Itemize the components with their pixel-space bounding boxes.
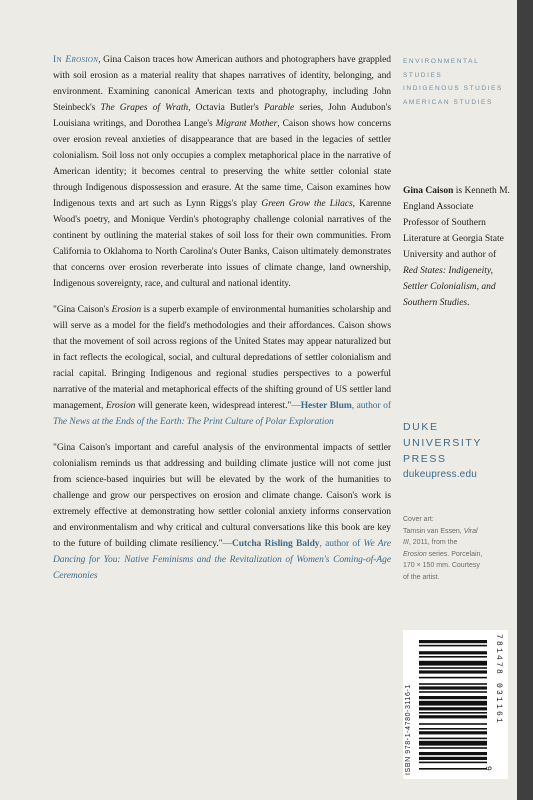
blurb-author: Cutcha Risling Baldy [232, 539, 320, 549]
isbn-text: ISBN 978-1-4780-3116-1 [405, 684, 412, 775]
category-item: ENVIRONMENTAL STUDIES [403, 58, 480, 79]
publisher-logo: DUKE UNIVERSITY PRESS dukeupress.edu [403, 419, 513, 483]
blurb-work: The News at the Ends of the Earth: The Print Culture of Polar Exploration [53, 417, 334, 427]
category-item: AMERICAN STUDIES [403, 98, 493, 106]
blurb-author: Hester Blum [300, 401, 352, 411]
author-bio: Gina Caison is Kenneth M. England Associate Professor of Southern Literature at Georgia State University and author of Red States: Indigeneity, Settler Colonialism, and Southern Studies. [403, 186, 510, 308]
barcode-digits: 781478 031161 [494, 634, 503, 726]
cover-art-credit: Cover art: Tamsin van Essen, Viral III, 2011, from the Erosion series. Porcelain, 170 × 150 mm. Courtesy of the artist. [403, 516, 483, 581]
back-cover-text [53, 52, 391, 584]
blurb-cutcha-risling-baldy: "Gina Caison's important and careful analysis of the environmental impacts of settler colonialism reminds us that addressing and building climate justice will not come just from science-based inquiries but will be elevated by the work of the humanities to challenge and grow our perspectives on erosion and climate change. Caison's work is extremely effective at demonstrating how settler colonial anxiety informs conservation and environmentalism and why critical and cultural conversations like this book are key to the future of building climate resiliency."—Cutcha Risling Baldy, author of We Are Dancing for You: Native Feminisms and the Revitalization of Women's Coming-of-Age Ceremonies [53, 443, 392, 581]
publisher-url: dukeupress.edu [403, 469, 477, 480]
blurb-work: We Are Dancing for You: Native Feminisms and the Revitalization of Women's Coming-of-Age Ceremonies [53, 539, 392, 581]
author-name: Gina Caison [403, 186, 454, 196]
barcode [403, 630, 508, 779]
spine-edge [517, 0, 533, 800]
category-item: INDIGENOUS STUDIES [403, 85, 503, 92]
blurb-hester-blum: "Gina Caison's Erosion is a superb example of environmental humanities scholarship and will serve as a model for the field's methodologies and their affordances. Caison shows that the movement of soil across regions of the United States may appear naturalized but in fact reflects the ecological, social, and cultural depredations of settler colonialism and racial capital. Bringing Indigenous and regional studies perspectives to a powerful narrative of the material and metaphorical effects of the shifting ground of US settler land management, Erosion will generate keen, widespread interest."—Hester Blum, author of The News at the Ends of the Earth: The Print Culture of Polar Exploration [53, 305, 391, 427]
description-paragraph: In Erosion, Gina Caison traces how American authors and photographers have grappled with soil erosion as a material reality that shapes narratives of identity, belonging, and environment. Examining canonical American texts and photography, including John Steinbeck's The Grapes of Wrath, Octavia Butler's Parable series, John Audubon's Louisiana writings, and Dorothea Lange's Migrant Mother, Caison shows how concerns over erosion reveal anxieties of disappearance that are based in the legacies of settler colonialism. Soil loss not only occupies a complex metaphorical place in the narrative of American identity; it becomes central to preserving the white settler colonial state through Indigenous dispossession and erasure. At the same time, Caison examines how Indigenous texts and art such as Lynn Riggs's play Green Grow the Lilacs, Karenne Wood's poetry, and Monique Verdin's photography challenge colonial narratives of the continent by outlining the material stakes of soil loss for their own communities. From California to Oklahoma to North Carolina's Outer Banks, Caison ultimately demonstrates that concerns over erosion reverberate into issues of climate change, land ownership, Indigenous sovereignty, race, and cultural and national identity. [53, 55, 392, 289]
barcode-first-digit: 9 [483, 766, 492, 771]
subject-categories [403, 55, 511, 109]
side-column [403, 55, 511, 311]
lead-in: In Erosion [53, 55, 99, 65]
barcode-bars [403, 630, 508, 779]
